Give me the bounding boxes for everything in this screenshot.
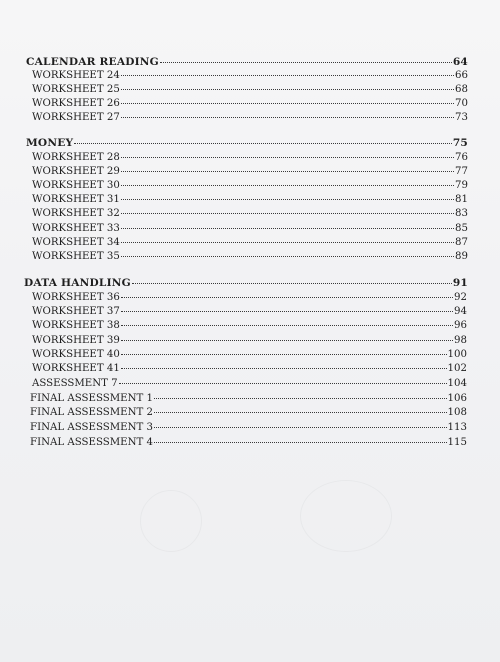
entry-label: WORKSHEET 28 <box>32 152 120 163</box>
toc-entry <box>30 393 467 405</box>
toc-entry <box>32 70 468 82</box>
toc-entry <box>30 407 467 419</box>
dot-leader <box>121 241 454 243</box>
dot-leader <box>121 184 454 186</box>
dot-leader <box>121 367 447 369</box>
toc-section-heading <box>24 277 468 289</box>
toc-entry <box>30 422 467 434</box>
dot-leader <box>154 411 447 413</box>
entry-page: 108 <box>447 407 467 418</box>
dot-leader <box>74 142 452 144</box>
dot-leader <box>121 310 453 312</box>
entry-page: 73 <box>455 112 468 123</box>
toc-entry <box>32 292 467 304</box>
toc-entry <box>32 208 468 220</box>
section-page: 91 <box>452 277 468 289</box>
toc-entry <box>32 378 467 390</box>
toc-entry <box>32 237 468 249</box>
dot-leader <box>154 426 447 428</box>
entry-page: 79 <box>455 180 468 191</box>
entry-label: WORKSHEET 32 <box>32 208 120 219</box>
dot-leader <box>121 102 454 104</box>
entry-label: WORKSHEET 36 <box>32 292 120 303</box>
entry-page: 94 <box>454 306 467 317</box>
toc-entry <box>32 98 468 110</box>
dot-leader <box>121 74 454 76</box>
entry-page: 85 <box>455 223 468 234</box>
toc-entry <box>32 306 467 318</box>
entry-label: WORKSHEET 30 <box>32 180 120 191</box>
toc-entry <box>32 223 468 235</box>
entry-label: WORKSHEET 24 <box>32 70 120 81</box>
entry-page: 92 <box>454 292 467 303</box>
entry-label: WORKSHEET 34 <box>32 237 120 248</box>
entry-label: FINAL ASSESSMENT 4 <box>30 437 154 448</box>
entry-page: 113 <box>447 422 467 433</box>
entry-label: WORKSHEET 26 <box>32 98 120 109</box>
dot-leader <box>121 156 454 158</box>
dot-leader <box>132 282 452 284</box>
entry-page: 83 <box>455 208 468 219</box>
entry-page: 77 <box>455 166 468 177</box>
toc-entry <box>32 320 467 332</box>
entry-label: ASSESSMENT 7 <box>32 378 118 389</box>
toc-entry <box>32 349 467 361</box>
toc-entry <box>32 166 468 178</box>
dot-leader <box>121 170 454 172</box>
entry-page: 106 <box>447 393 467 404</box>
dot-leader <box>121 255 454 257</box>
entry-page: 98 <box>454 335 467 346</box>
toc-entry <box>32 335 467 347</box>
dot-leader <box>121 227 454 229</box>
dot-leader <box>121 198 454 200</box>
entry-label: WORKSHEET 37 <box>32 306 120 317</box>
toc-entry <box>32 251 468 263</box>
entry-label: WORKSHEET 40 <box>32 349 120 360</box>
section-title: CALENDAR READING <box>26 56 159 68</box>
toc-entry <box>32 112 468 124</box>
entry-label: WORKSHEET 33 <box>32 223 120 234</box>
entry-page: 76 <box>455 152 468 163</box>
toc-section-heading <box>26 56 468 68</box>
entry-page: 96 <box>454 320 467 331</box>
entry-page: 102 <box>447 363 467 374</box>
entry-label: WORKSHEET 41 <box>32 363 120 374</box>
entry-label: WORKSHEET 25 <box>32 84 120 95</box>
entry-label: FINAL ASSESSMENT 1 <box>30 393 154 404</box>
dot-leader <box>121 339 453 341</box>
toc-entry <box>32 194 468 206</box>
dot-leader <box>160 61 452 63</box>
entry-page: 104 <box>447 378 467 389</box>
section-page: 75 <box>452 137 468 149</box>
toc-entry <box>32 180 468 192</box>
entry-label: WORKSHEET 38 <box>32 320 120 331</box>
dot-leader <box>121 88 454 90</box>
toc-entry <box>32 84 468 96</box>
dot-leader <box>119 382 447 384</box>
section-page: 64 <box>452 56 468 68</box>
toc-entry <box>32 152 468 164</box>
entry-label: WORKSHEET 39 <box>32 335 120 346</box>
entry-label: FINAL ASSESSMENT 3 <box>30 422 154 433</box>
entry-label: WORKSHEET 31 <box>32 194 120 205</box>
entry-label: FINAL ASSESSMENT 2 <box>30 407 154 418</box>
dot-leader <box>121 212 454 214</box>
entry-label: WORKSHEET 35 <box>32 251 120 262</box>
toc-entry <box>32 363 467 375</box>
dot-leader <box>121 353 447 355</box>
dot-leader <box>121 116 454 118</box>
section-title: DATA HANDLING <box>24 277 131 289</box>
entry-page: 89 <box>455 251 468 262</box>
entry-label: WORKSHEET 27 <box>32 112 120 123</box>
toc-entry <box>30 437 467 449</box>
entry-page: 100 <box>447 349 467 360</box>
section-title: MONEY <box>26 137 74 149</box>
entry-label: WORKSHEET 29 <box>32 166 120 177</box>
entry-page: 87 <box>455 237 468 248</box>
dot-leader <box>121 296 453 298</box>
entry-page: 81 <box>455 194 468 205</box>
toc-section-heading <box>26 137 468 149</box>
dot-leader <box>154 397 447 399</box>
dot-leader <box>121 324 453 326</box>
dot-leader <box>154 441 447 443</box>
entry-page: 68 <box>455 84 468 95</box>
entry-page: 115 <box>447 437 467 448</box>
entry-page: 66 <box>455 70 468 81</box>
entry-page: 70 <box>455 98 468 109</box>
